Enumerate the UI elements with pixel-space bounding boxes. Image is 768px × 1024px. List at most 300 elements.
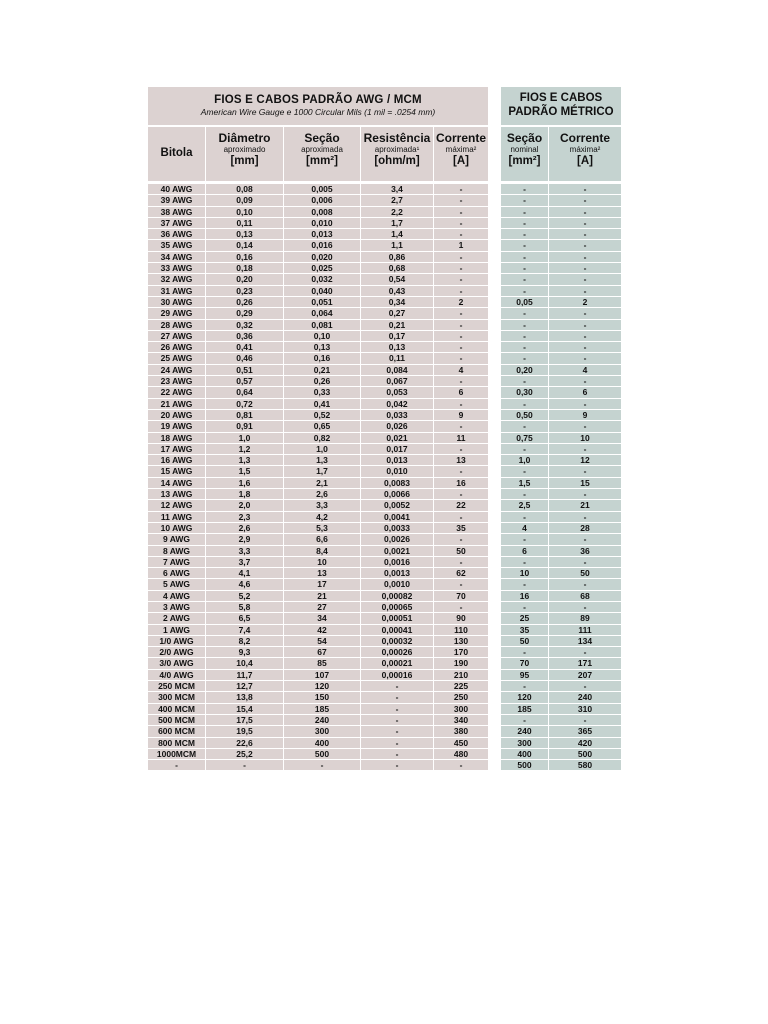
cell-secao-nominal: -: [501, 534, 549, 544]
cell-secao: 8,4: [284, 546, 361, 556]
cell-corrente: -: [459, 511, 463, 522]
cell-secao-nominal: 1,0: [501, 455, 549, 465]
cell-corrente-maxima: -: [583, 489, 587, 500]
cell-secao-nominal: 10: [501, 568, 549, 578]
table-row: [501, 759, 621, 770]
cell-diametro: 0,10: [206, 207, 284, 217]
cell-resistencia: 0,00032: [361, 636, 434, 646]
cell-diametro: 0,81: [206, 410, 284, 420]
cell-resistencia: 0,0066: [361, 489, 434, 499]
cell-bitola: 1/0 AWG: [148, 636, 206, 646]
cell-diametro: 3,7: [206, 557, 284, 567]
cell-corrente: -: [459, 195, 463, 206]
table-row: [148, 499, 488, 510]
cell-secao: 185: [284, 704, 361, 714]
cell-resistencia: 0,54: [361, 274, 434, 284]
cell-diametro: 0,91: [206, 421, 284, 431]
metric-table-title-line1: FIOS E CABOS: [519, 92, 603, 104]
cell-diametro: 7,4: [206, 625, 284, 635]
cell-corrente: 90: [456, 613, 466, 624]
header-corrente-unit: [A]: [453, 155, 469, 167]
cell-secao-nominal: -: [501, 557, 549, 567]
table-row: [501, 420, 621, 431]
cell-corrente-maxima: -: [583, 353, 587, 364]
cell-resistencia: 2,2: [361, 207, 434, 217]
cell-resistencia: -: [361, 749, 434, 759]
cell-secao: 120: [284, 681, 361, 691]
cell-bitola: 800 MCM: [148, 738, 206, 748]
cell-diametro: 25,2: [206, 749, 284, 759]
cell-diametro: 0,14: [206, 240, 284, 250]
cell-resistencia: 2,7: [361, 195, 434, 205]
cell-corrente: 1: [458, 240, 464, 251]
cell-diametro: 0,64: [206, 387, 284, 397]
header-corrente-maxima-unit: [A]: [577, 155, 593, 167]
cell-secao-nominal: -: [501, 376, 549, 386]
cell-diametro: 0,41: [206, 342, 284, 352]
cell-secao-nominal: 500: [501, 760, 549, 770]
table-row: [148, 239, 488, 250]
cell-bitola: 22 AWG: [148, 387, 206, 397]
cell-bitola: 33 AWG: [148, 263, 206, 273]
table-row: [501, 646, 621, 657]
table-row: [501, 725, 621, 736]
cell-diametro: 0,57: [206, 376, 284, 386]
table-row: [148, 319, 488, 330]
cell-corrente: 170: [453, 647, 469, 658]
cell-secao-nominal: -: [501, 579, 549, 589]
cell-secao-nominal: -: [501, 444, 549, 454]
cell-corrente: 225: [453, 681, 469, 692]
cell-resistencia: 0,0026: [361, 534, 434, 544]
cell-secao: 21: [284, 591, 361, 601]
cell-corrente-maxima: 10: [580, 432, 590, 443]
cell-corrente: -: [459, 443, 463, 454]
cell-diametro: 0,08: [206, 184, 284, 194]
cell-secao: 0,008: [284, 207, 361, 217]
cell-secao-nominal: -: [501, 274, 549, 284]
cell-bitola: 12 AWG: [148, 500, 206, 510]
header-secao-nominal-unit: [mm²]: [508, 155, 541, 167]
cell-secao-nominal: -: [501, 184, 549, 194]
cell-corrente: -: [459, 308, 463, 319]
cell-corrente-maxima: 500: [577, 748, 593, 759]
cell-diametro: 1,3: [206, 455, 284, 465]
table-row: [501, 296, 621, 307]
cell-secao: 240: [284, 715, 361, 725]
header-resistencia-unit: [ohm/m]: [374, 155, 420, 167]
table-row: [501, 533, 621, 544]
cell-corrente: -: [459, 285, 463, 296]
cell-bitola: 32 AWG: [148, 274, 206, 284]
cell-secao-nominal: -: [501, 353, 549, 363]
table-row: [148, 511, 488, 522]
table-row: [501, 262, 621, 273]
cell-secao-nominal: 6: [501, 546, 549, 556]
header-secao-nominal-sub: nominal: [510, 145, 539, 154]
cell-secao-nominal: -: [501, 421, 549, 431]
cell-secao-nominal: 0,05: [501, 297, 549, 307]
cell-resistencia: 0,0033: [361, 523, 434, 533]
cell-resistencia: 0,021: [361, 433, 434, 443]
cell-secao: 1,3: [284, 455, 361, 465]
header-corrente-sub: máxima²: [445, 145, 477, 154]
cell-bitola: 1000MCM: [148, 749, 206, 759]
cell-corrente-maxima: 36: [580, 545, 590, 556]
table-row: [148, 714, 488, 725]
cell-corrente: -: [459, 206, 463, 217]
cell-corrente: 50: [456, 545, 466, 556]
cell-resistencia: -: [361, 715, 434, 725]
table-row: [501, 319, 621, 330]
cell-corrente-maxima: -: [583, 466, 587, 477]
cell-bitola: 17 AWG: [148, 444, 206, 454]
cell-corrente-maxima: -: [583, 206, 587, 217]
cell-resistencia: 0,21: [361, 320, 434, 330]
cell-secao-nominal: -: [501, 320, 549, 330]
cell-secao: 0,020: [284, 252, 361, 262]
cell-corrente-maxima: -: [583, 308, 587, 319]
table-row: [501, 251, 621, 262]
cell-corrente: 190: [453, 658, 469, 669]
cell-resistencia: 0,43: [361, 286, 434, 296]
cell-corrente: 380: [453, 726, 469, 737]
cell-diametro: 0,18: [206, 263, 284, 273]
table-row: [148, 725, 488, 736]
table-row: [501, 499, 621, 510]
cell-bitola: 7 AWG: [148, 557, 206, 567]
cell-corrente: -: [459, 217, 463, 228]
table-row: [148, 330, 488, 341]
cell-secao-nominal: -: [501, 207, 549, 217]
cell-secao-nominal: -: [501, 240, 549, 250]
cell-diametro: 1,5: [206, 466, 284, 476]
header-resistencia-sub: aproximada¹: [374, 145, 420, 154]
cell-secao: 4,2: [284, 512, 361, 522]
table-row: [501, 635, 621, 646]
table-row: [148, 296, 488, 307]
cell-secao: 0,82: [284, 433, 361, 443]
cell-secao: 0,010: [284, 218, 361, 228]
cell-secao-nominal: -: [501, 489, 549, 499]
cell-secao-nominal: 120: [501, 692, 549, 702]
cell-corrente: -: [459, 489, 463, 500]
cell-secao: -: [284, 760, 361, 770]
cell-resistencia: 0,0013: [361, 568, 434, 578]
metric-table: [501, 87, 621, 770]
cell-corrente-maxima: 12: [580, 455, 590, 466]
cell-bitola: 3/0 AWG: [148, 658, 206, 668]
table-row: [148, 443, 488, 454]
cell-secao: 0,006: [284, 195, 361, 205]
table-row: [501, 567, 621, 578]
cell-corrente-maxima: 15: [580, 477, 590, 488]
cell-corrente-maxima: 207: [577, 669, 593, 680]
cell-resistencia: 0,34: [361, 297, 434, 307]
cell-bitola: 21 AWG: [148, 399, 206, 409]
header-corrente-maxima-name: Corrente: [559, 131, 610, 145]
table-row: [501, 477, 621, 488]
cell-secao-nominal: -: [501, 252, 549, 262]
cell-corrente-maxima: -: [583, 376, 587, 387]
header-secao-nominal-name: Seção: [506, 131, 543, 145]
cell-corrente-maxima: 68: [580, 590, 590, 601]
cell-diametro: 2,9: [206, 534, 284, 544]
table-row: [501, 364, 621, 375]
cell-bitola: 24 AWG: [148, 365, 206, 375]
cell-bitola: 500 MCM: [148, 715, 206, 725]
cell-corrente-maxima: -: [583, 647, 587, 658]
cell-bitola: 23 AWG: [148, 376, 206, 386]
cell-resistencia: -: [361, 692, 434, 702]
cell-bitola: 5 AWG: [148, 579, 206, 589]
cell-corrente: -: [459, 251, 463, 262]
header-resistencia-name: Resistência: [363, 131, 431, 145]
cell-resistencia: 0,084: [361, 365, 434, 375]
cell-secao: 150: [284, 692, 361, 702]
cell-bitola: 18 AWG: [148, 433, 206, 443]
cell-secao-nominal: 50: [501, 636, 549, 646]
cell-resistencia: 0,042: [361, 399, 434, 409]
cell-bitola: 300 MCM: [148, 692, 206, 702]
cell-bitola: 16 AWG: [148, 455, 206, 465]
awg-table-body: [148, 183, 488, 770]
cell-secao: 0,41: [284, 399, 361, 409]
cell-secao: 0,051: [284, 297, 361, 307]
cell-secao: 0,10: [284, 331, 361, 341]
table-row: [501, 239, 621, 250]
cell-corrente-maxima: -: [583, 714, 587, 725]
table-row: [148, 465, 488, 476]
cell-secao-nominal: 2,5: [501, 500, 549, 510]
cell-corrente: 70: [456, 590, 466, 601]
cell-corrente-maxima: 310: [577, 703, 593, 714]
cell-corrente: 480: [453, 748, 469, 759]
cell-resistencia: 0,026: [361, 421, 434, 431]
table-row: [148, 601, 488, 612]
table-row: [148, 217, 488, 228]
cell-secao: 85: [284, 658, 361, 668]
cell-corrente-maxima: -: [583, 319, 587, 330]
cell-corrente-maxima: -: [583, 229, 587, 240]
cell-corrente: 450: [453, 737, 469, 748]
cell-corrente: 35: [456, 522, 466, 533]
cell-resistencia: 0,27: [361, 308, 434, 318]
table-row: [148, 273, 488, 284]
cell-bitola: 4/0 AWG: [148, 670, 206, 680]
table-row: [501, 612, 621, 623]
cell-secao: 67: [284, 647, 361, 657]
cell-diametro: 0,26: [206, 297, 284, 307]
table-row: [148, 635, 488, 646]
header-secao: [284, 127, 361, 181]
cell-corrente-maxima: 2: [582, 296, 588, 307]
cell-secao-nominal: 185: [501, 704, 549, 714]
cell-diametro: 6,5: [206, 613, 284, 623]
table-row: [501, 657, 621, 668]
header-corrente-maxima-sub: máxima²: [569, 145, 601, 154]
cell-corrente-maxima: -: [583, 681, 587, 692]
cell-resistencia: 0,0010: [361, 579, 434, 589]
cell-corrente-maxima: -: [583, 263, 587, 274]
cell-corrente-maxima: -: [583, 274, 587, 285]
cell-resistencia: 0,010: [361, 466, 434, 476]
table-row: [501, 454, 621, 465]
table-row: [501, 465, 621, 476]
cell-bitola: 34 AWG: [148, 252, 206, 262]
cell-resistencia: 0,0052: [361, 500, 434, 510]
header-secao-name: Seção: [304, 131, 340, 145]
cell-secao: 0,040: [284, 286, 361, 296]
cell-bitola: 10 AWG: [148, 523, 206, 533]
cell-corrente-maxima: 89: [580, 613, 590, 624]
header-resistencia: [361, 127, 434, 181]
table-row: [148, 669, 488, 680]
cell-secao-nominal: 25: [501, 613, 549, 623]
cell-secao-nominal: 0,75: [501, 433, 549, 443]
table-row: [501, 285, 621, 296]
cell-resistencia: 1,1: [361, 240, 434, 250]
cell-bitola: 37 AWG: [148, 218, 206, 228]
cell-corrente-maxima: -: [583, 240, 587, 251]
table-row: [148, 691, 488, 702]
table-row: [501, 748, 621, 759]
cell-corrente-maxima: -: [583, 534, 587, 545]
cell-resistencia: 0,00051: [361, 613, 434, 623]
cell-corrente: 22: [456, 500, 466, 511]
cell-corrente: 300: [453, 703, 469, 714]
cell-diametro: 1,2: [206, 444, 284, 454]
cell-secao-nominal: -: [501, 342, 549, 352]
table-row: [148, 522, 488, 533]
table-row: [501, 206, 621, 217]
cell-secao: 0,33: [284, 387, 361, 397]
cell-corrente-maxima: -: [583, 579, 587, 590]
table-row: [501, 398, 621, 409]
cell-corrente: -: [459, 760, 463, 771]
table-row: [148, 228, 488, 239]
cell-corrente-maxima: 50: [580, 568, 590, 579]
cell-resistencia: -: [361, 760, 434, 770]
cell-secao-nominal: 0,20: [501, 365, 549, 375]
cell-secao: 2,6: [284, 489, 361, 499]
cell-resistencia: 0,067: [361, 376, 434, 386]
table-row: [148, 703, 488, 714]
table-row: [148, 251, 488, 262]
cell-diametro: 0,36: [206, 331, 284, 341]
cell-resistencia: 0,13: [361, 342, 434, 352]
cell-secao-nominal: -: [501, 308, 549, 318]
cell-diametro: 10,4: [206, 658, 284, 668]
cell-corrente: -: [459, 376, 463, 387]
cell-secao-nominal: -: [501, 647, 549, 657]
table-row: [148, 206, 488, 217]
table-row: [148, 545, 488, 556]
cell-diametro: 1,6: [206, 478, 284, 488]
cell-secao-nominal: 4: [501, 523, 549, 533]
cell-bitola: 30 AWG: [148, 297, 206, 307]
cell-secao: 0,16: [284, 353, 361, 363]
cell-secao: 27: [284, 602, 361, 612]
cell-diametro: 2,6: [206, 523, 284, 533]
awg-table-title-block: [148, 87, 488, 125]
cell-bitola: 20 AWG: [148, 410, 206, 420]
table-row: [148, 680, 488, 691]
table-row: [501, 669, 621, 680]
header-secao-sub: aproximada: [301, 145, 343, 154]
cell-corrente: 9: [458, 409, 464, 420]
cell-corrente-maxima: -: [583, 398, 587, 409]
cell-resistencia: 0,00021: [361, 658, 434, 668]
table-row: [501, 228, 621, 239]
cell-secao-nominal: -: [501, 681, 549, 691]
cell-diametro: 1,8: [206, 489, 284, 499]
cell-secao-nominal: -: [501, 512, 549, 522]
cell-secao: 10: [284, 557, 361, 567]
cell-secao-nominal: 240: [501, 726, 549, 736]
table-row: [501, 432, 621, 443]
awg-table-header: [148, 127, 488, 181]
cell-corrente-maxima: -: [583, 601, 587, 612]
table-row: [501, 375, 621, 386]
cell-bitola: 28 AWG: [148, 320, 206, 330]
cell-corrente: -: [459, 319, 463, 330]
table-row: [501, 330, 621, 341]
cell-bitola: 38 AWG: [148, 207, 206, 217]
cell-corrente-maxima: -: [583, 217, 587, 228]
table-row: [501, 217, 621, 228]
cell-resistencia: 0,00082: [361, 591, 434, 601]
cell-secao-nominal: 0,30: [501, 387, 549, 397]
table-row: [148, 420, 488, 431]
cell-secao-nominal: 400: [501, 749, 549, 759]
cell-diametro: 15,4: [206, 704, 284, 714]
metric-table-body: [501, 183, 621, 770]
table-row: [501, 680, 621, 691]
cell-corrente: -: [459, 534, 463, 545]
cell-bitola: 35 AWG: [148, 240, 206, 250]
cell-secao: 500: [284, 749, 361, 759]
table-row: [148, 352, 488, 363]
table-row: [148, 646, 488, 657]
cell-resistencia: -: [361, 704, 434, 714]
cell-secao: 1,7: [284, 466, 361, 476]
cell-corrente: -: [459, 579, 463, 590]
cell-bitola: 2/0 AWG: [148, 647, 206, 657]
cell-secao-nominal: -: [501, 331, 549, 341]
cell-diametro: -: [206, 760, 284, 770]
cell-bitola: 19 AWG: [148, 421, 206, 431]
cell-resistencia: 0,0083: [361, 478, 434, 488]
cell-resistencia: 0,017: [361, 444, 434, 454]
cell-diametro: 0,32: [206, 320, 284, 330]
table-row: [501, 307, 621, 318]
cell-corrente-maxima: 28: [580, 522, 590, 533]
table-row: [148, 567, 488, 578]
table-row: [501, 273, 621, 284]
cell-bitola: 3 AWG: [148, 602, 206, 612]
table-row: [148, 364, 488, 375]
table-row: [148, 375, 488, 386]
cell-bitola: 40 AWG: [148, 184, 206, 194]
cell-bitola: 2 AWG: [148, 613, 206, 623]
cell-bitola: 8 AWG: [148, 546, 206, 556]
table-row: [501, 714, 621, 725]
cell-secao-nominal: 1,5: [501, 478, 549, 488]
table-row: [148, 624, 488, 635]
cell-secao: 17: [284, 579, 361, 589]
cell-secao: 34: [284, 613, 361, 623]
